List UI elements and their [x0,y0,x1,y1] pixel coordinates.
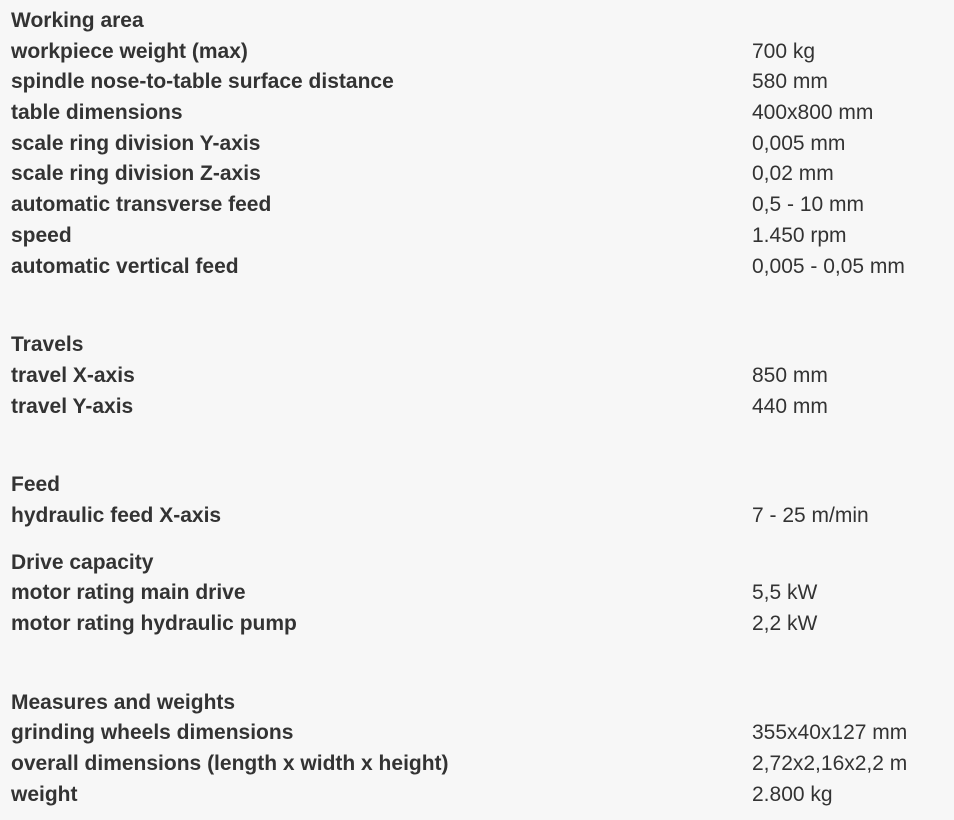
spec-row [11,37,941,68]
spec-row [11,67,941,98]
spec-label: automatic transverse feed [11,193,272,217]
spec-label: workpiece weight (max) [11,39,248,63]
spec-sheet [11,6,941,810]
spec-value: 700 kg [752,39,816,63]
section-spacer [11,422,941,470]
spec-value: 440 mm [752,394,828,418]
spec-row [11,190,941,221]
spec-row [11,501,941,532]
section-travels [11,330,941,422]
spec-row [11,718,941,749]
spec-row [11,392,941,423]
spec-label: motor rating main drive [11,581,246,605]
spec-value: 0,5 - 10 mm [752,193,865,217]
spec-row [11,361,941,392]
spec-row [11,609,941,640]
section-heading: Drive capacity [11,550,154,574]
spec-value: 5,5 kW [752,581,818,605]
spec-value: 850 mm [752,363,828,387]
section-heading: Measures and weights [11,690,236,714]
spec-value: 0,02 mm [752,162,834,186]
spec-row [11,159,941,190]
spec-label: speed [11,223,72,247]
spec-row [11,749,941,780]
spec-value: 2.800 kg [752,782,833,806]
section-measures-and-weights [11,688,941,811]
spec-value: 0,005 mm [752,131,846,155]
spec-row [11,780,941,811]
section-spacer [11,532,941,548]
spec-value: 0,005 - 0,05 mm [752,254,905,278]
spec-label: weight [11,782,78,806]
spec-label: scale ring division Y-axis [11,131,261,155]
spec-label: hydraulic feed X-axis [11,503,222,527]
section-heading: Working area [11,9,144,32]
spec-row [11,98,941,129]
spec-label: motor rating hydraulic pump [11,612,297,635]
spec-value: 7 - 25 m/min [752,503,869,527]
spec-label: grinding wheels dimensions [11,721,294,745]
spec-value: 355x40x127 mm [752,721,908,745]
section-working-area [11,6,941,282]
spec-row [11,578,941,609]
spec-row [11,129,941,160]
section-spacer [11,640,941,688]
section-heading: Travels [11,333,84,357]
section-heading: Feed [11,473,61,497]
spec-row [11,221,941,252]
spec-row [11,252,941,283]
spec-label: travel Y-axis [11,394,134,418]
spec-label: overall dimensions (length x width x height) [11,752,449,776]
spec-label: table dimensions [11,101,183,125]
spec-value: 2,2 kW [752,612,818,635]
section-spacer [11,282,941,330]
spec-label: automatic vertical feed [11,254,239,278]
spec-label: travel X-axis [11,363,135,387]
spec-value: 400x800 mm [752,101,874,125]
spec-value: 1.450 rpm [752,223,847,247]
section-feed [11,470,941,531]
spec-value: 580 mm [752,70,828,94]
spec-value: 2,72x2,16x2,2 m [752,752,908,776]
spec-label: spindle nose-to-table surface distance [11,70,394,94]
spec-label: scale ring division Z-axis [11,162,261,186]
section-drive-capacity [11,548,941,640]
